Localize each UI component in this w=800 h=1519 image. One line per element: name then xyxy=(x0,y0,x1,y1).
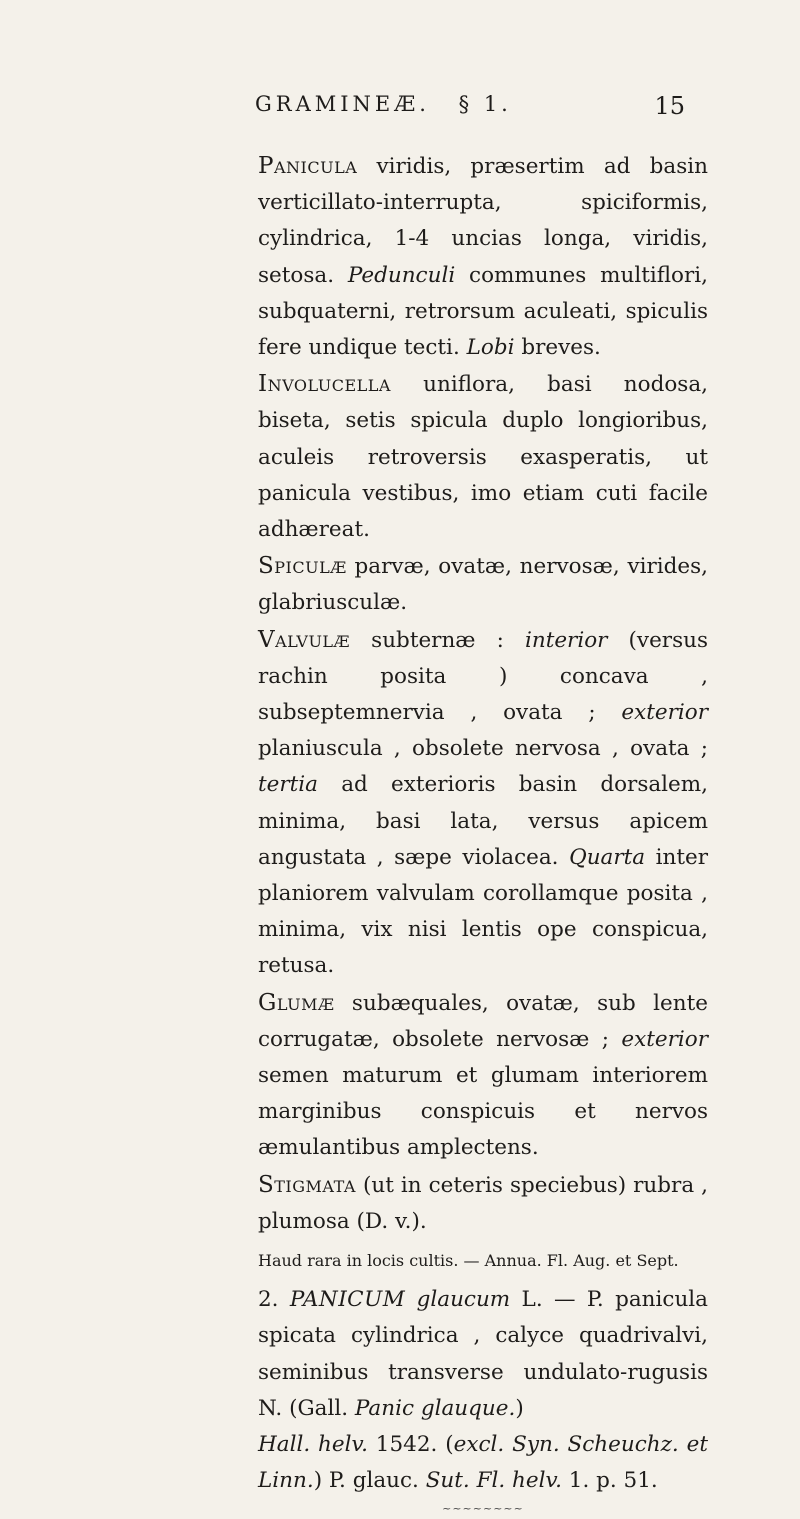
italic-term: Hall. helv. xyxy=(258,1431,368,1457)
text: 1. p. 51. xyxy=(561,1468,658,1494)
text: subternæ : xyxy=(350,627,525,653)
text: viridis, præsertim ad basin verticillato-interrupta, spiciformis, cylindrica, 1-4 uncias longa, viridis, setosa. xyxy=(258,154,708,288)
italic-term: interior xyxy=(524,627,608,653)
term-involucella: Involucella xyxy=(258,371,391,398)
habitat-note: Haud rara in locis cultis. — Annua. Fl. Aug. et Sept. xyxy=(258,1251,679,1271)
text: ad exterioris basin dorsalem, minima, basi lata, versus apicem angustata , sæpe violacea. xyxy=(258,772,708,870)
paragraph-glumae xyxy=(258,985,708,1167)
term-spiculae: Spiculæ xyxy=(258,553,347,580)
text: semen maturum et glumam interiorem marginibus conspicuis et nervos æmulantibus amplectens. xyxy=(258,1063,708,1161)
paragraph-reference xyxy=(258,1427,708,1499)
paragraph-involucella xyxy=(258,366,708,548)
italic-term: Quarta xyxy=(569,844,646,870)
italic-term: excl. Syn. Scheuchz. et Linn. xyxy=(258,1431,709,1494)
text: (ut in ceteris speciebus) rubra , plumosa (D. v.). xyxy=(258,1172,708,1234)
text: ) P. glauc. xyxy=(313,1468,426,1494)
section-mark: § 1. xyxy=(458,92,512,116)
term-glumae: Glumæ xyxy=(258,989,335,1016)
term-stigmata: Stigmata xyxy=(258,1171,356,1198)
text: ) xyxy=(515,1395,524,1421)
text: (versus rachin posita ) concava , subseptemnervia , ovata ; xyxy=(258,627,708,726)
species-epithet: glaucum xyxy=(405,1287,511,1313)
italic-term: Panic glauque. xyxy=(354,1395,516,1421)
italic-term: exterior xyxy=(621,700,708,726)
italic-term: exterior xyxy=(621,1026,708,1052)
italic-term: Pedunculi xyxy=(347,262,456,288)
running-title: GRAMINEÆ. xyxy=(255,92,430,116)
ornament-divider: ~~~~~~~~ xyxy=(442,1502,524,1516)
paragraph-valvulae xyxy=(258,622,708,985)
paragraph-panicula xyxy=(258,148,708,366)
text: — P. panicula spicata cylindrica , calyce quadrivalvi, seminibus transverse undulato-rugusis N. (Gall. xyxy=(258,1287,708,1421)
text: inter planiorem valvulam corollamque posita , minima, vix nisi lentis ope conspicua, retusa. xyxy=(258,844,709,979)
paragraph-stigmata xyxy=(258,1167,708,1240)
running-header xyxy=(255,92,685,120)
term-panicula: Panicula xyxy=(258,153,358,179)
page-body xyxy=(258,148,708,1519)
text: uniflora, basi nodosa, biseta, setis spicula duplo longioribus, aculeis retroversis exasperatis, ut panicula vestibus, imo etiam cuti facile adhæreat. xyxy=(258,372,708,543)
text: parvæ, ovatæ, nervosæ, virides, glabriusculæ. xyxy=(258,554,708,616)
italic-term: Sut. Fl. helv. xyxy=(425,1468,562,1494)
author: L. xyxy=(510,1287,543,1313)
text: 1542. ( xyxy=(367,1431,454,1457)
species-number: 2. xyxy=(258,1287,290,1313)
term-valvulae: Valvulæ xyxy=(258,626,351,653)
italic-term: tertia xyxy=(258,772,318,798)
paragraph-species-2 xyxy=(258,1282,708,1427)
genus-name: PANICUM xyxy=(289,1287,406,1313)
italic-term: Lobi xyxy=(466,335,515,361)
text: communes multiflori, subquaterni, retrorsum aculeati, spiculis fere undique tecti. xyxy=(258,262,708,361)
text: planiuscula , obsolete nervosa , ovata ; xyxy=(258,736,708,762)
page-number: 15 xyxy=(654,92,685,120)
paragraph-spiculae xyxy=(258,548,708,621)
text: subæquales, ovatæ, sub lente corrugatæ, obsolete nervosæ ; xyxy=(258,990,708,1052)
text: breves. xyxy=(514,335,601,361)
